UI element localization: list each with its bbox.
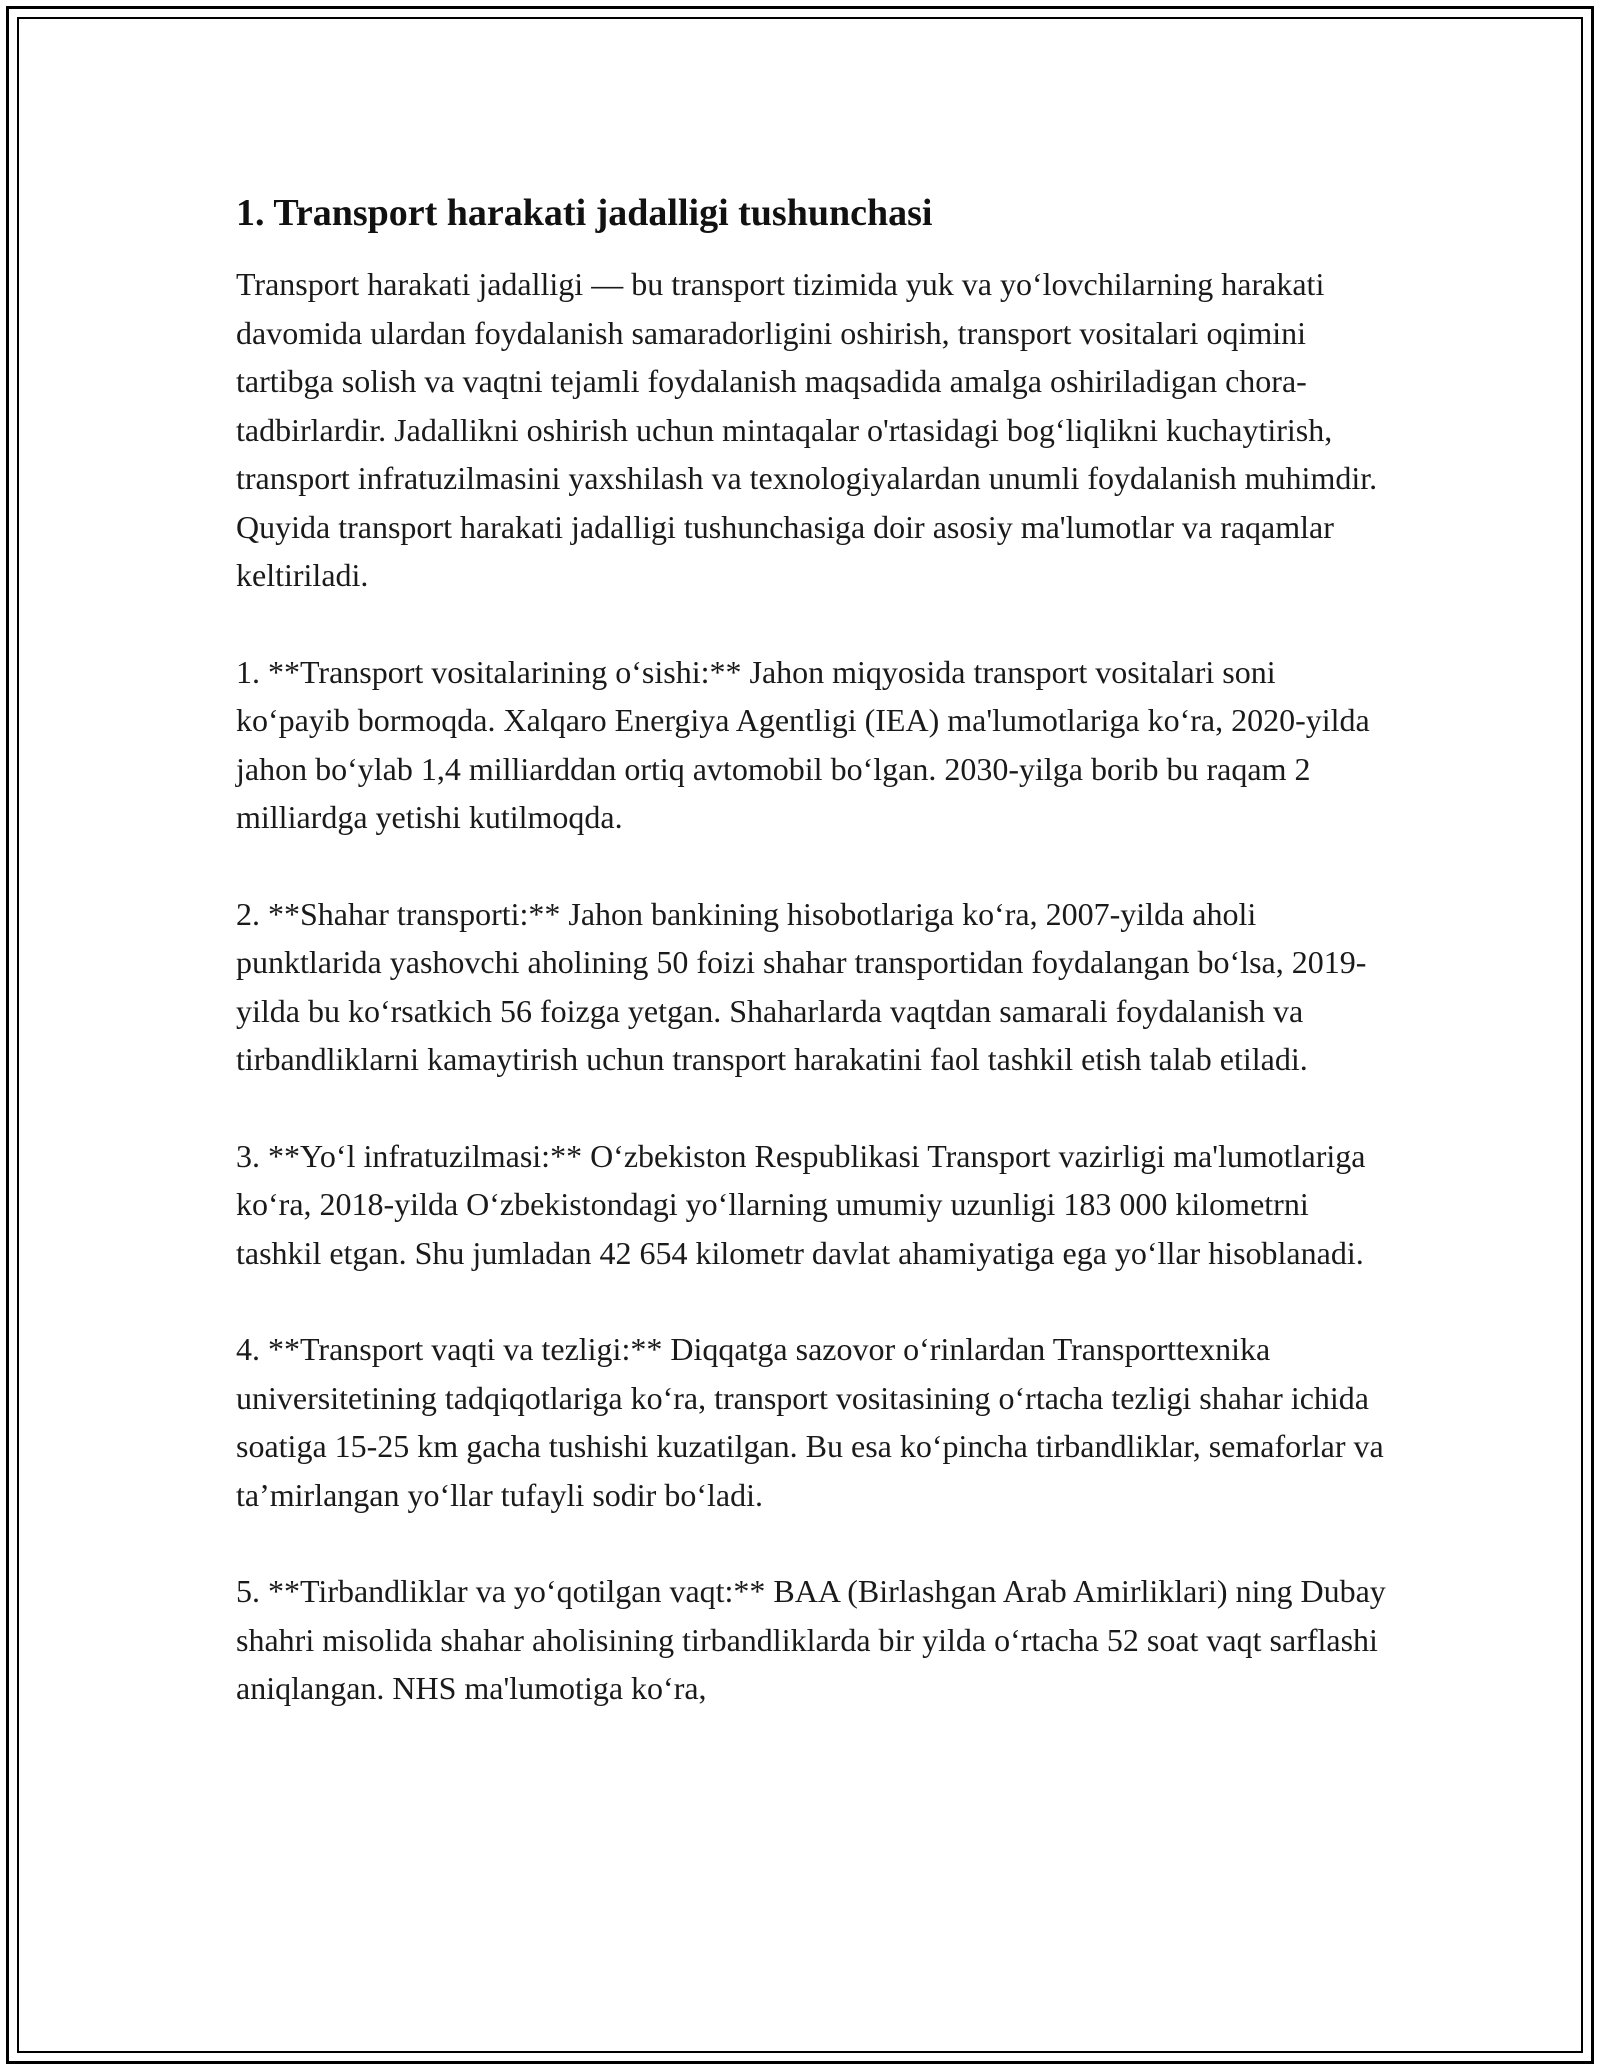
section-heading: 1. Transport harakati jadalligi tushunchasi [236,192,933,234]
point-3-paragraph: 3. **Yo‘l infratuzilmasi:** O‘zbekiston Respublikasi Transport vazirligi ma'lumotlariga ko‘ra, 2018-yilda O‘zbekistondagi yo‘llarning umumiy uzunligi 183 000 kilometrni tashkil etgan. Shu jumladan 42 654 kilometr davlat ahamiyatiga ega yo‘llar hisoblanadi. [236,1137,1366,1271]
point-4-paragraph: 4. **Transport vaqti va tezligi:** Diqqatga sazovor o‘rinlardan Transporttexnika universitetining tadqiqotlariga ko‘ra, transport vositasining o‘rtacha tezligi shahar ichida soatiga 15-25 km gacha tushishi kuzatilgan. Bu esa ko‘pincha tirbandliklar, semaforlar va ta’mirlangan yo‘llar tufayli sodir bo‘ladi. [236,1331,1384,1513]
point-5-paragraph: 5. **Tirbandliklar va yo‘qotilgan vaqt:** BAA (Birlashgan Arab Amirliklari) ning Dubay shahri misolida shahar aholisining tirbandliklarda bir yilda o‘rtacha 52 soat vaqt sarflashi aniqlangan. NHS ma'lumotiga ko‘ra, [236,1573,1386,1706]
intro-paragraph: Transport harakati jadalligi — bu transport tizimida yuk va yo‘lovchilarning harakati davomida ulardan foydalanish samaradorligini oshirish, transport vositalari oqimini tartibga solish va vaqtni tejamli foydalanish maqsadida amalga oshiriladigan chora-tadbirlardir. Jadallikni oshirish uchun mintaqalar o'rtasidagi bog‘liqlikni kuchaytirish, transport infratuzilmasini yaxshilash va texnologiyalardan unumli foydalanish muhimdir. Quyida transport harakati jadalligi tushunchasiga doir asosiy ma'lumotlar va raqamlar keltiriladi. [236,266,1378,593]
point-1-paragraph: 1. **Transport vositalarining o‘sishi:** Jahon miqyosida transport vositalari soni ko‘payib bormoqda. Xalqaro Energiya Agentligi (IEA) ma'lumotlariga ko‘ra, 2020-yilda jahon bo‘ylab 1,4 milliarddan ortiq avtomobil bo‘lgan. 2030-yilga borib bu raqam 2 milliardga yetishi kutilmoqda. [236,653,1370,835]
document-body [236,188,1386,1761]
point-2-paragraph: 2. **Shahar transporti:** Jahon bankining hisobotlariga ko‘ra, 2007-yilda aholi punktlarida yashovchi aholining 50 foizi shahar transportidan foydalangan bo‘lsa, 2019-yilda bu ko‘rsatkich 56 foizga yetgan. Shaharlarda vaqtdan samarali foydalanish va tirbandliklarni kamaytirish uchun transport harakatini faol tashkil etish talab etiladi. [236,895,1367,1077]
